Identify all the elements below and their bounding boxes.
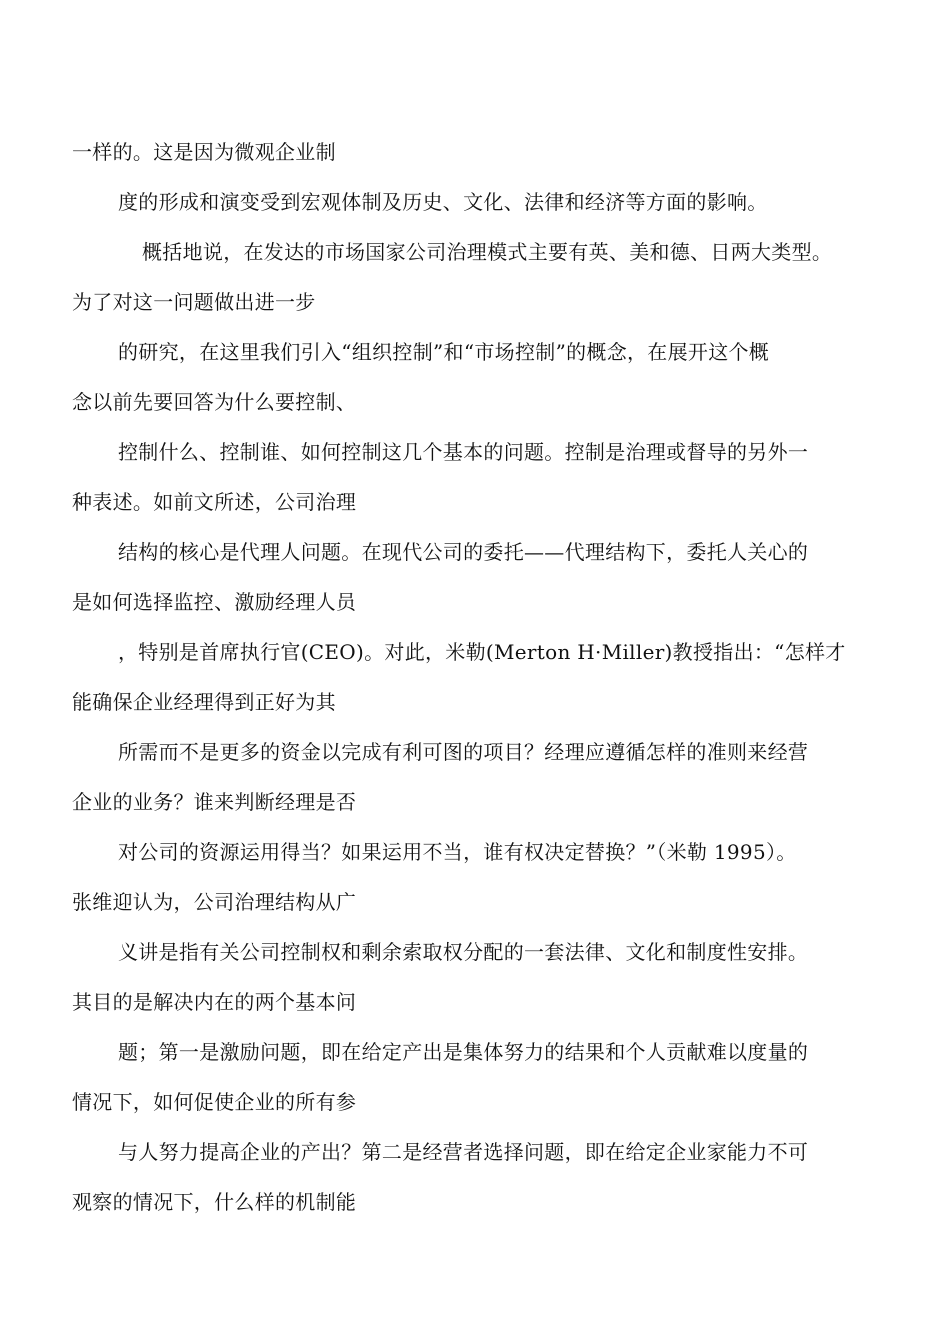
text-line: 念以前先要回答为什么要控制、 xyxy=(72,390,357,414)
text-line: 种表述。如前文所述，公司治理 xyxy=(72,490,357,514)
text-line: 观察的情况下，什么样的机制能 xyxy=(72,1190,357,1214)
text-line: 所需而不是更多的资金以完成有利可图的项目？经理应遵循怎样的准则来经营 xyxy=(118,740,809,764)
text-line: 能确保企业经理得到正好为其 xyxy=(72,690,336,714)
text-line: ，特别是首席执行官(CEO)。对此，米勒(Merton H·Miller)教授指出：“怎样才 xyxy=(118,640,846,664)
text-line: 一样的。这是因为微观企业制 xyxy=(72,140,336,164)
text-line: 情况下，如何促使企业的所有参 xyxy=(72,1090,357,1114)
text-line: 是如何选择监控、激励经理人员 xyxy=(72,590,357,614)
text-line: 为了对这一问题做出进一步 xyxy=(72,290,316,314)
text-line: 度的形成和演变受到宏观体制及历史、文化、法律和经济等方面的影响。 xyxy=(118,190,768,214)
text-line: 题；第一是激励问题，即在给定产出是集体努力的结果和个人贡献难以度量的 xyxy=(118,1040,809,1064)
text-line: 对公司的资源运用得当？如果运用不当，谁有权决定替换？”（米勒 1995）。 xyxy=(118,840,797,864)
text-line: 其目的是解决内在的两个基本问 xyxy=(72,990,357,1014)
text-line: 概括地说，在发达的市场国家公司治理模式主要有英、美和德、日两大类型。 xyxy=(142,240,833,264)
text-line: 的研究，在这里我们引入“组织控制”和“市场控制”的概念，在展开这个概 xyxy=(118,340,770,364)
text-line: 控制什么、控制谁、如何控制这几个基本的问题。控制是治理或督导的另外一 xyxy=(118,440,809,464)
text-line: 企业的业务？谁来判断经理是否 xyxy=(72,790,357,814)
text-line: 张维迎认为，公司治理结构从广 xyxy=(72,890,357,914)
text-line: 结构的核心是代理人问题。在现代公司的委托——代理结构下，委托人关心的 xyxy=(118,540,809,564)
text-line: 与人努力提高企业的产出？第二是经营者选择问题，即在给定企业家能力不可 xyxy=(118,1140,809,1164)
text-line: 义讲是指有关公司控制权和剩余索取权分配的一套法律、文化和制度性安排。 xyxy=(118,940,809,964)
